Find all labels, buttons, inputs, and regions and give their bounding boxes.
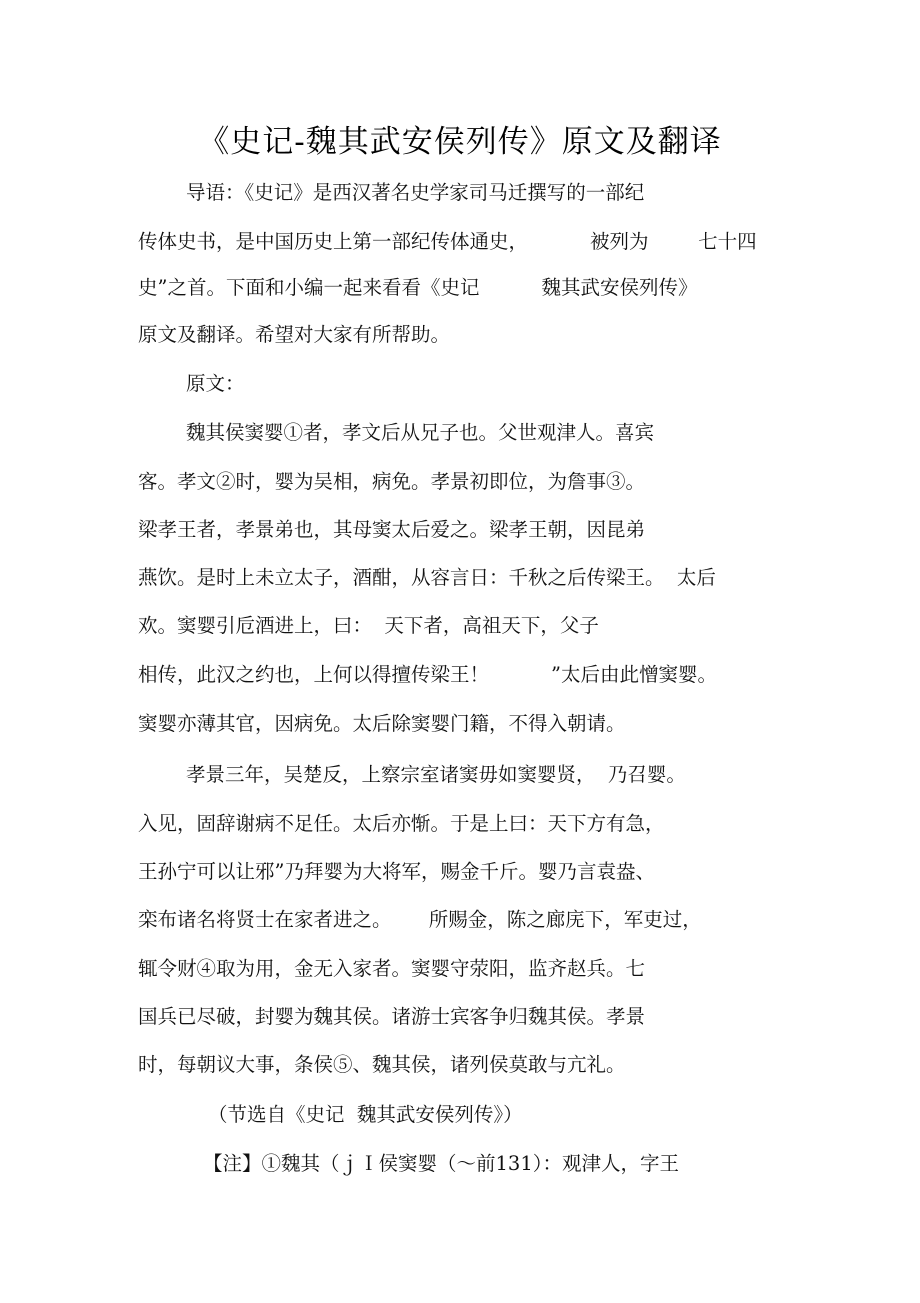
text-line: 梁孝王者，孝景弟也，其母窦太后爱之。梁孝王朝，因昆弟 [138,518,646,541]
section-label: 原文： [186,372,245,395]
intro-line: 原文及翻译。希望对大家有所帮助。 [138,323,451,346]
text-line: 相传，此汉之约也，上何以得擅传梁王！ ”太后由此憎窦婴。 [138,663,717,686]
page-title: 《史记-魏其武安侯列传》原文及翻译 [198,124,722,160]
text-line: 国兵已尽破，封婴为魏其侯。诸游士宾客争归魏其侯。孝景 [138,1005,646,1028]
text-line: 窦婴亦薄其官，因病免。太后除窦婴门籍，不得入朝请。 [138,712,626,735]
source-citation: （节选自《史记 魏其武安侯列传》） [208,1103,523,1126]
text-line: 王孙宁可以让邪”乃拜婴为大将军，赐金千斤。婴乃言袁盎、 [138,860,655,883]
annotation-note: 【注】①魏其（ｊＩ侯窦婴（〜前131）：观津人，字王 [203,1152,679,1175]
intro-line: 传体史书，是中国历史上第一部纪传体通史， 被列为 七十四 [138,230,757,253]
intro-line: 导语：《史记》是西汉著名史学家司马迁撰写的一部纪 [186,181,645,204]
text-line: 燕饮。是时上未立太子，酒酣，从容言日：千秋之后传梁王。 太后 [138,566,716,589]
text-line: 时，每朝议大事，条侯⑤、魏其侯，诸列侯莫敢与亢礼。 [138,1053,626,1076]
text-line: 欢。窦婴引卮酒进上，曰： 天下者，高祖天下，父子 [138,614,599,637]
text-line: 孝景三年，吴楚反，上察宗室诸窦毋如窦婴贤， 乃召婴。 [186,763,686,786]
text-line: 客。孝文②时，婴为吴相，病免。孝景初即位，为詹事③。 [138,470,646,493]
text-line: 辄令财④取为用，金无入家者。窦婴守荥阳，监齐赵兵。七 [138,957,646,980]
text-line: 入见，固辞谢病不足任。太后亦惭。于是上曰：天下方有急， [138,812,665,835]
intro-line: 史”之首。下面和小编一起来看看《史记 魏其武安侯列传》 [138,276,698,299]
text-line: 魏其侯窦婴①者，孝文后从兄子也。父世观津人。喜宾 [186,421,655,444]
text-line: 栾布诸名将贤士在家者进之。 所赐金，陈之廊庑下，军吏过， [138,908,702,931]
